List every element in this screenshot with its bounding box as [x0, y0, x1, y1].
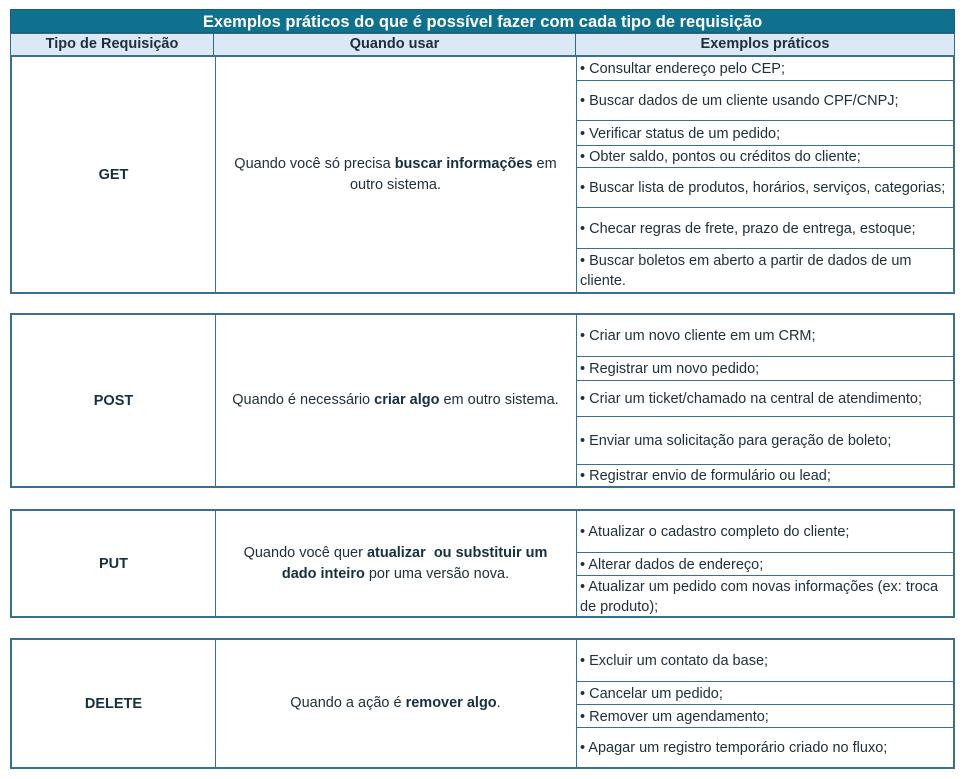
example-item: • Buscar lista de produtos, horários, serviços, categorias;: [577, 168, 953, 208]
example-item: • Verificar status de um pedido;: [577, 121, 953, 146]
example-item: • Atualizar o cadastro completo do cliente;: [577, 511, 953, 553]
when-text: Quando você só precisa: [234, 155, 395, 172]
when-text: por uma versão nova.: [364, 565, 510, 582]
example-item: • Apagar um registro temporário criado no fluxo;: [580, 740, 888, 756]
when-text: Quando você quer: [243, 544, 367, 561]
method-post: POST: [12, 315, 216, 486]
examples-get: [577, 57, 953, 292]
examples-delete: [577, 640, 953, 767]
when-text: em outro sistema.: [349, 155, 557, 193]
when-delete: [215, 640, 577, 767]
example-item: • Checar regras de frete, prazo de entrega, estoque;: [577, 208, 953, 249]
example-item: • Registrar um novo pedido;: [577, 357, 953, 381]
when-text: em outro sistema.: [439, 392, 559, 408]
table-title: Exemplos práticos do que é possível fazer com cada tipo de requisição: [10, 9, 955, 33]
when-get: [215, 57, 577, 292]
when-text: .: [496, 695, 501, 711]
example-item: • Cancelar um pedido;: [577, 682, 953, 705]
when-emphasis: atualizar ou substituir um dado inteiro: [281, 544, 552, 582]
when-text: Quando a ação é: [290, 695, 406, 711]
example-item: • Excluir um contato da base;: [577, 640, 953, 682]
when-emphasis: remover algo: [405, 695, 497, 711]
examples-put: [577, 511, 953, 616]
examples-post: [577, 315, 953, 486]
when-post: [215, 315, 577, 486]
when-text: Quando é necessário: [232, 392, 375, 408]
example-item: • Remover um agendamento;: [577, 705, 953, 728]
example-item: • Criar um novo cliente em um CRM;: [577, 315, 953, 357]
row-get: [10, 55, 955, 294]
header-quando-usar: Quando usar: [213, 33, 576, 56]
row-post: [10, 313, 955, 488]
row-put: [10, 509, 955, 618]
example-item: • Buscar dados de um cliente usando CPF/CNPJ;: [577, 81, 953, 121]
example-item: • Enviar uma solicitação para geração de boleto;: [577, 417, 953, 465]
header-tipo-de-requisicao: Tipo de Requisição: [10, 33, 214, 56]
example-item: • Buscar boletos em aberto a partir de dados de um cliente.: [580, 253, 912, 289]
example-item: • Registrar envio de formulário ou lead;: [580, 468, 831, 484]
row-delete: [10, 638, 955, 769]
when-emphasis: criar algo: [374, 392, 440, 408]
header-exemplos-praticos: Exemplos práticos: [575, 33, 955, 56]
example-item: • Criar um ticket/chamado na central de atendimento;: [577, 381, 953, 417]
method-put: PUT: [12, 511, 216, 616]
example-item: • Atualizar um pedido com novas informações (ex: troca de produto);: [580, 578, 939, 615]
method-delete: DELETE: [12, 640, 216, 767]
method-get: GET: [12, 57, 216, 292]
when-put: [215, 511, 577, 616]
example-item: • Alterar dados de endereço;: [577, 553, 953, 576]
when-emphasis: buscar informações: [394, 155, 533, 172]
example-item: • Consultar endereço pelo CEP;: [577, 57, 953, 81]
example-item: • Obter saldo, pontos ou créditos do cliente;: [577, 146, 953, 168]
